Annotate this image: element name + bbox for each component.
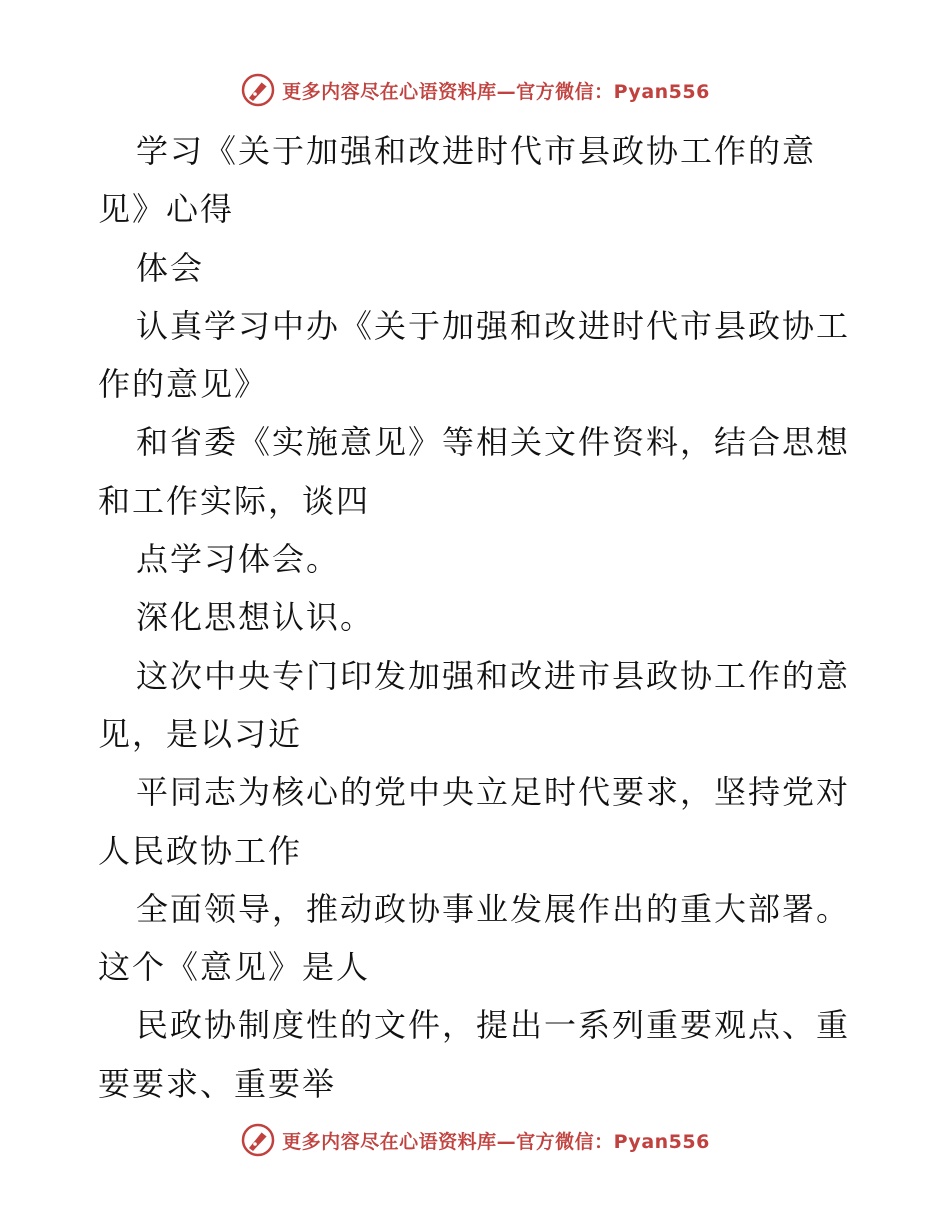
document-line: 深化思想认识。: [136, 598, 375, 637]
document-line: 见，是以习近: [98, 714, 303, 753]
document-line: 要要求、重要举: [98, 1064, 337, 1103]
document-line: 作的意见》: [98, 365, 269, 404]
document-line: 民政协制度性的文件，提出一系列重要观点、重: [136, 1006, 851, 1045]
header-banner: [0, 70, 950, 110]
document-line: 体会: [136, 248, 205, 287]
document-line: 和省委《实施意见》等相关文件资料，结合思想: [136, 423, 851, 462]
pen-nib-logo-icon: [240, 72, 276, 108]
footer-banner: [0, 1120, 950, 1160]
document-body: [98, 122, 858, 1113]
document-line: 这个《意见》是人: [98, 948, 371, 987]
document-line: 全面领导，推动政协事业发展作出的重大部署。: [136, 889, 851, 928]
header-banner-text: 更多内容尽在心语资料库—官方微信：Pyan556: [282, 80, 710, 103]
document-line: 人民政协工作: [98, 831, 303, 870]
document-line: 点学习体会。: [136, 540, 341, 579]
footer-banner-text: 更多内容尽在心语资料库—官方微信：Pyan556: [282, 1130, 710, 1153]
document-line: 见》心得: [98, 190, 235, 229]
document-line: 学习《关于加强和改进时代市县政协工作的意: [136, 132, 817, 170]
document-line: 和工作实际，谈四: [98, 481, 371, 520]
document-line: 平同志为核心的党中央立足时代要求，坚持党对: [136, 773, 851, 812]
document-line: 认真学习中办《关于加强和改进时代市县政协工: [136, 306, 851, 345]
document-line: 这次中央专门印发加强和改进市县政协工作的意: [136, 656, 851, 695]
pen-nib-logo-icon: [240, 1122, 276, 1158]
